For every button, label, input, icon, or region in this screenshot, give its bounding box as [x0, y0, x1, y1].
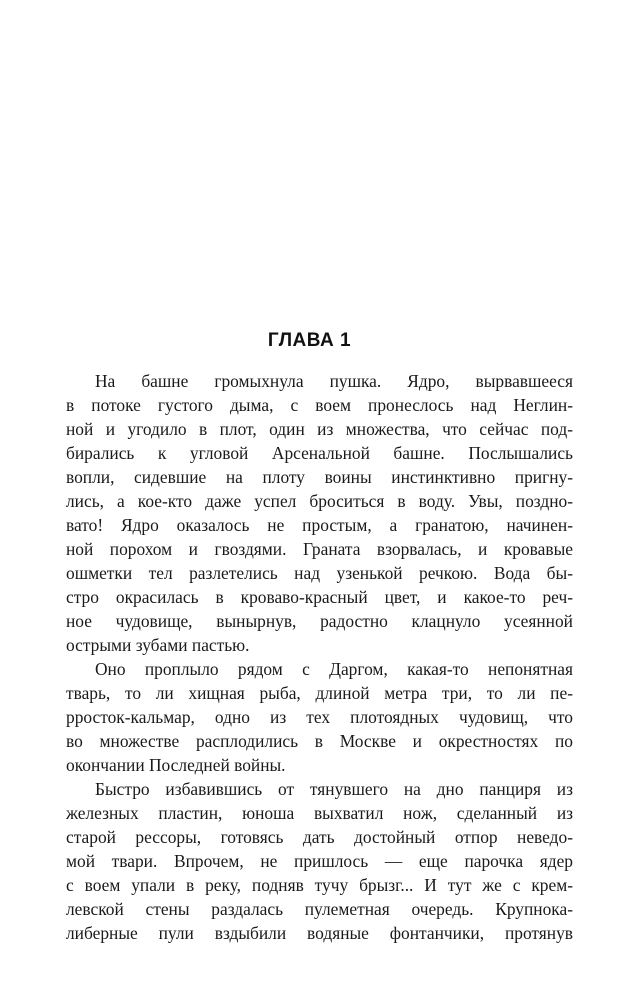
text-line: ошметки тел разлетелись над узенькой речкою. Вода бы- — [66, 563, 573, 583]
text-line: старой рессоры, готовясь дать достойный отпор неведо- — [66, 827, 573, 847]
text-line: ное чудовище, вынырнув, радостно клацнуло усеянной — [66, 611, 573, 631]
text-line: ной порохом и гвоздями. Граната взорвалась, и кровавые — [66, 539, 573, 559]
text-line: с воем упали в реку, подняв тучу брызг... И тут же с крем- — [66, 875, 573, 895]
text-line: Оно проплыло рядом с Даргом, какая-то непонятная — [95, 659, 573, 679]
text-line: вопли, сидевшие на плоту воины инстинктивно пригну- — [66, 467, 573, 487]
text-line: в потоке густого дыма, с воем пронеслось над Неглин- — [66, 395, 573, 415]
text-line: На башне громыхнула пушка. Ядро, вырвавшееся — [95, 371, 573, 391]
text-line: Быстро избавившись от тянувшего на дно панциря из — [95, 779, 573, 799]
text-line: мой твари. Впрочем, не пришлось — еще парочка ядер — [66, 851, 573, 871]
text-line: железных пластин, юноша выхватил нож, сделанный из — [66, 803, 573, 823]
chapter-title: ГЛАВА 1 — [267, 330, 352, 351]
text-line: во множестве расплодились в Москве и окрестностях по — [66, 731, 573, 751]
paragraph — [66, 657, 573, 777]
text-line: окончании Последней войны. — [66, 755, 286, 775]
paragraph — [66, 369, 573, 657]
paragraph — [66, 777, 573, 945]
text-line: острыми зубами пастью. — [66, 635, 250, 655]
text-line: бирались к угловой Арсенальной башне. Послышались — [66, 443, 573, 463]
text-line: левской стены раздалась пулеметная очередь. Крупнока- — [66, 899, 573, 919]
text-line: либерные пули вздыбили водяные фонтанчики, протянув — [66, 923, 573, 943]
body-text — [66, 369, 573, 945]
text-line: стро окрасилась в кроваво-красный цвет, и какое-то реч- — [66, 587, 573, 607]
text-line: тварь, то ли хищная рыба, длиной метра три, то ли пе- — [66, 683, 573, 703]
text-line: ной и угодило в плот, один из множества, что сейчас под- — [66, 419, 573, 439]
text-line: вато! Ядро оказалось не простым, а гранатою, начинен- — [66, 515, 573, 535]
text-line: рросток-кальмар, одно из тех плотоядных чудовищ, что — [66, 707, 573, 727]
text-line: лись, а кое-кто даже успел броситься в воду. Увы, поздно- — [66, 491, 573, 511]
